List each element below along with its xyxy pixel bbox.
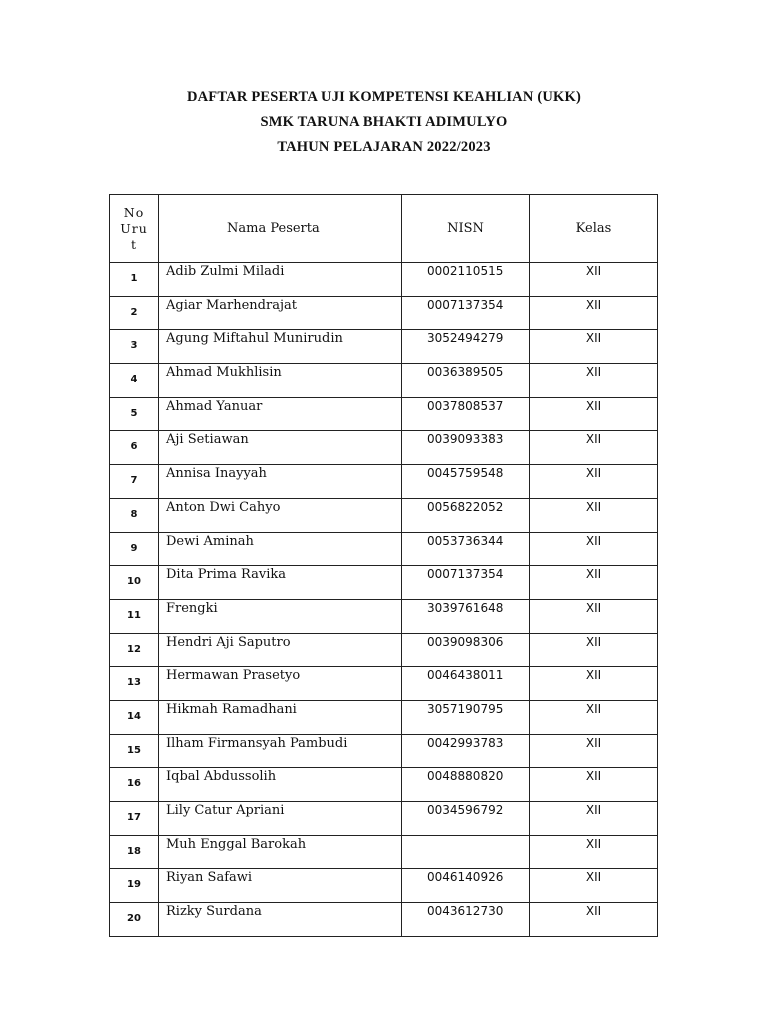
row-number: 8 <box>110 498 159 532</box>
participant-nisn: 0046438011 <box>402 667 530 701</box>
participant-name: Hendri Aji Saputro <box>159 633 402 667</box>
participant-class: XII <box>530 768 658 802</box>
participant-class: XII <box>530 700 658 734</box>
participant-name: Agung Miftahul Munirudin <box>159 330 402 364</box>
row-number: 15 <box>110 734 159 768</box>
row-number: 2 <box>110 296 159 330</box>
participant-nisn: 3052494279 <box>402 330 530 364</box>
participant-nisn: 3057190795 <box>402 700 530 734</box>
column-header-no <box>110 195 159 263</box>
participant-name: Lily Catur Apriani <box>159 802 402 836</box>
column-header-no-line: Uru <box>120 220 148 236</box>
table-row <box>110 835 658 869</box>
table-row <box>110 599 658 633</box>
table-row <box>110 498 658 532</box>
participant-nisn: 0046140926 <box>402 869 530 903</box>
participant-name: Adib Zulmi Miladi <box>159 263 402 297</box>
participant-class: XII <box>530 903 658 937</box>
participant-class: XII <box>530 835 658 869</box>
participant-class: XII <box>530 802 658 836</box>
table-row <box>110 734 658 768</box>
column-header-no-line: No <box>123 204 145 220</box>
row-number: 3 <box>110 330 159 364</box>
row-number: 19 <box>110 869 159 903</box>
table-row <box>110 397 658 431</box>
participant-nisn: 0045759548 <box>402 465 530 499</box>
table-header-row <box>110 195 658 263</box>
participant-class: XII <box>530 734 658 768</box>
academic-year: TAHUN PELAJARAN 2022/2023 <box>277 139 491 155</box>
table-row <box>110 700 658 734</box>
participant-nisn: 0037808537 <box>402 397 530 431</box>
participant-name: Hikmah Ramadhani <box>159 700 402 734</box>
row-number: 9 <box>110 532 159 566</box>
participant-name: Muh Enggal Barokah <box>159 835 402 869</box>
row-number: 14 <box>110 700 159 734</box>
table-row <box>110 296 658 330</box>
column-header-name: Nama Peserta <box>159 195 402 263</box>
column-header-kelas: Kelas <box>530 195 658 263</box>
document-title: DAFTAR PESERTA UJI KOMPETENSI KEAHLIAN (UKK) <box>186 89 582 105</box>
participant-class: XII <box>530 532 658 566</box>
participant-class: XII <box>530 364 658 398</box>
table-row <box>110 903 658 937</box>
participant-nisn: 0034596792 <box>402 802 530 836</box>
table-row <box>110 667 658 701</box>
row-number: 5 <box>110 397 159 431</box>
row-number: 17 <box>110 802 159 836</box>
table-row <box>110 431 658 465</box>
participant-table <box>109 194 658 937</box>
participant-name: Anton Dwi Cahyo <box>159 498 402 532</box>
participant-class: XII <box>530 869 658 903</box>
table-row <box>110 532 658 566</box>
row-number: 7 <box>110 465 159 499</box>
row-number: 18 <box>110 835 159 869</box>
row-number: 11 <box>110 599 159 633</box>
participant-class: XII <box>530 397 658 431</box>
participant-nisn: 0042993783 <box>402 734 530 768</box>
school-name: SMK TARUNA BHAKTI ADIMULYO <box>260 114 508 130</box>
participant-name: Hermawan Prasetyo <box>159 667 402 701</box>
row-number: 20 <box>110 903 159 937</box>
participant-nisn: 0048880820 <box>402 768 530 802</box>
participant-nisn: 0043612730 <box>402 903 530 937</box>
participant-name: Riyan Safawi <box>159 869 402 903</box>
participant-nisn: 0007137354 <box>402 296 530 330</box>
participant-nisn: 0036389505 <box>402 364 530 398</box>
row-number: 13 <box>110 667 159 701</box>
participant-nisn: 0056822052 <box>402 498 530 532</box>
participant-nisn: 0053736344 <box>402 532 530 566</box>
participant-class: XII <box>530 566 658 600</box>
participant-nisn: 0007137354 <box>402 566 530 600</box>
participant-class: XII <box>530 296 658 330</box>
table-row <box>110 633 658 667</box>
column-header-no-line: t <box>130 236 138 252</box>
participant-name: Dita Prima Ravika <box>159 566 402 600</box>
participant-nisn: 0039098306 <box>402 633 530 667</box>
participant-name: Aji Setiawan <box>159 431 402 465</box>
row-number: 10 <box>110 566 159 600</box>
participant-name: Ahmad Mukhlisin <box>159 364 402 398</box>
row-number: 12 <box>110 633 159 667</box>
row-number: 1 <box>110 263 159 297</box>
participant-class: XII <box>530 633 658 667</box>
table-row <box>110 364 658 398</box>
row-number: 6 <box>110 431 159 465</box>
participant-name: Agiar Marhendrajat <box>159 296 402 330</box>
row-number: 4 <box>110 364 159 398</box>
participant-class: XII <box>530 330 658 364</box>
table-row <box>110 465 658 499</box>
participant-class: XII <box>530 667 658 701</box>
participant-nisn <box>402 835 530 869</box>
participant-nisn: 3039761648 <box>402 599 530 633</box>
participant-class: XII <box>530 599 658 633</box>
participant-name: Iqbal Abdussolih <box>159 768 402 802</box>
participant-name: Ahmad Yanuar <box>159 397 402 431</box>
participant-name: Dewi Aminah <box>159 532 402 566</box>
participant-class: XII <box>530 263 658 297</box>
participant-nisn: 0039093383 <box>402 431 530 465</box>
participant-nisn: 0002110515 <box>402 263 530 297</box>
table-row <box>110 263 658 297</box>
row-number: 16 <box>110 768 159 802</box>
participant-name: Ilham Firmansyah Pambudi <box>159 734 402 768</box>
table-row <box>110 768 658 802</box>
participant-class: XII <box>530 498 658 532</box>
participant-name: Rizky Surdana <box>159 903 402 937</box>
participant-class: XII <box>530 465 658 499</box>
table-row <box>110 802 658 836</box>
table-row <box>110 869 658 903</box>
table-row <box>110 566 658 600</box>
participant-name: Frengki <box>159 599 402 633</box>
table-row <box>110 330 658 364</box>
column-header-nisn: NISN <box>402 195 530 263</box>
participant-name: Annisa Inayyah <box>159 465 402 499</box>
participant-class: XII <box>530 431 658 465</box>
